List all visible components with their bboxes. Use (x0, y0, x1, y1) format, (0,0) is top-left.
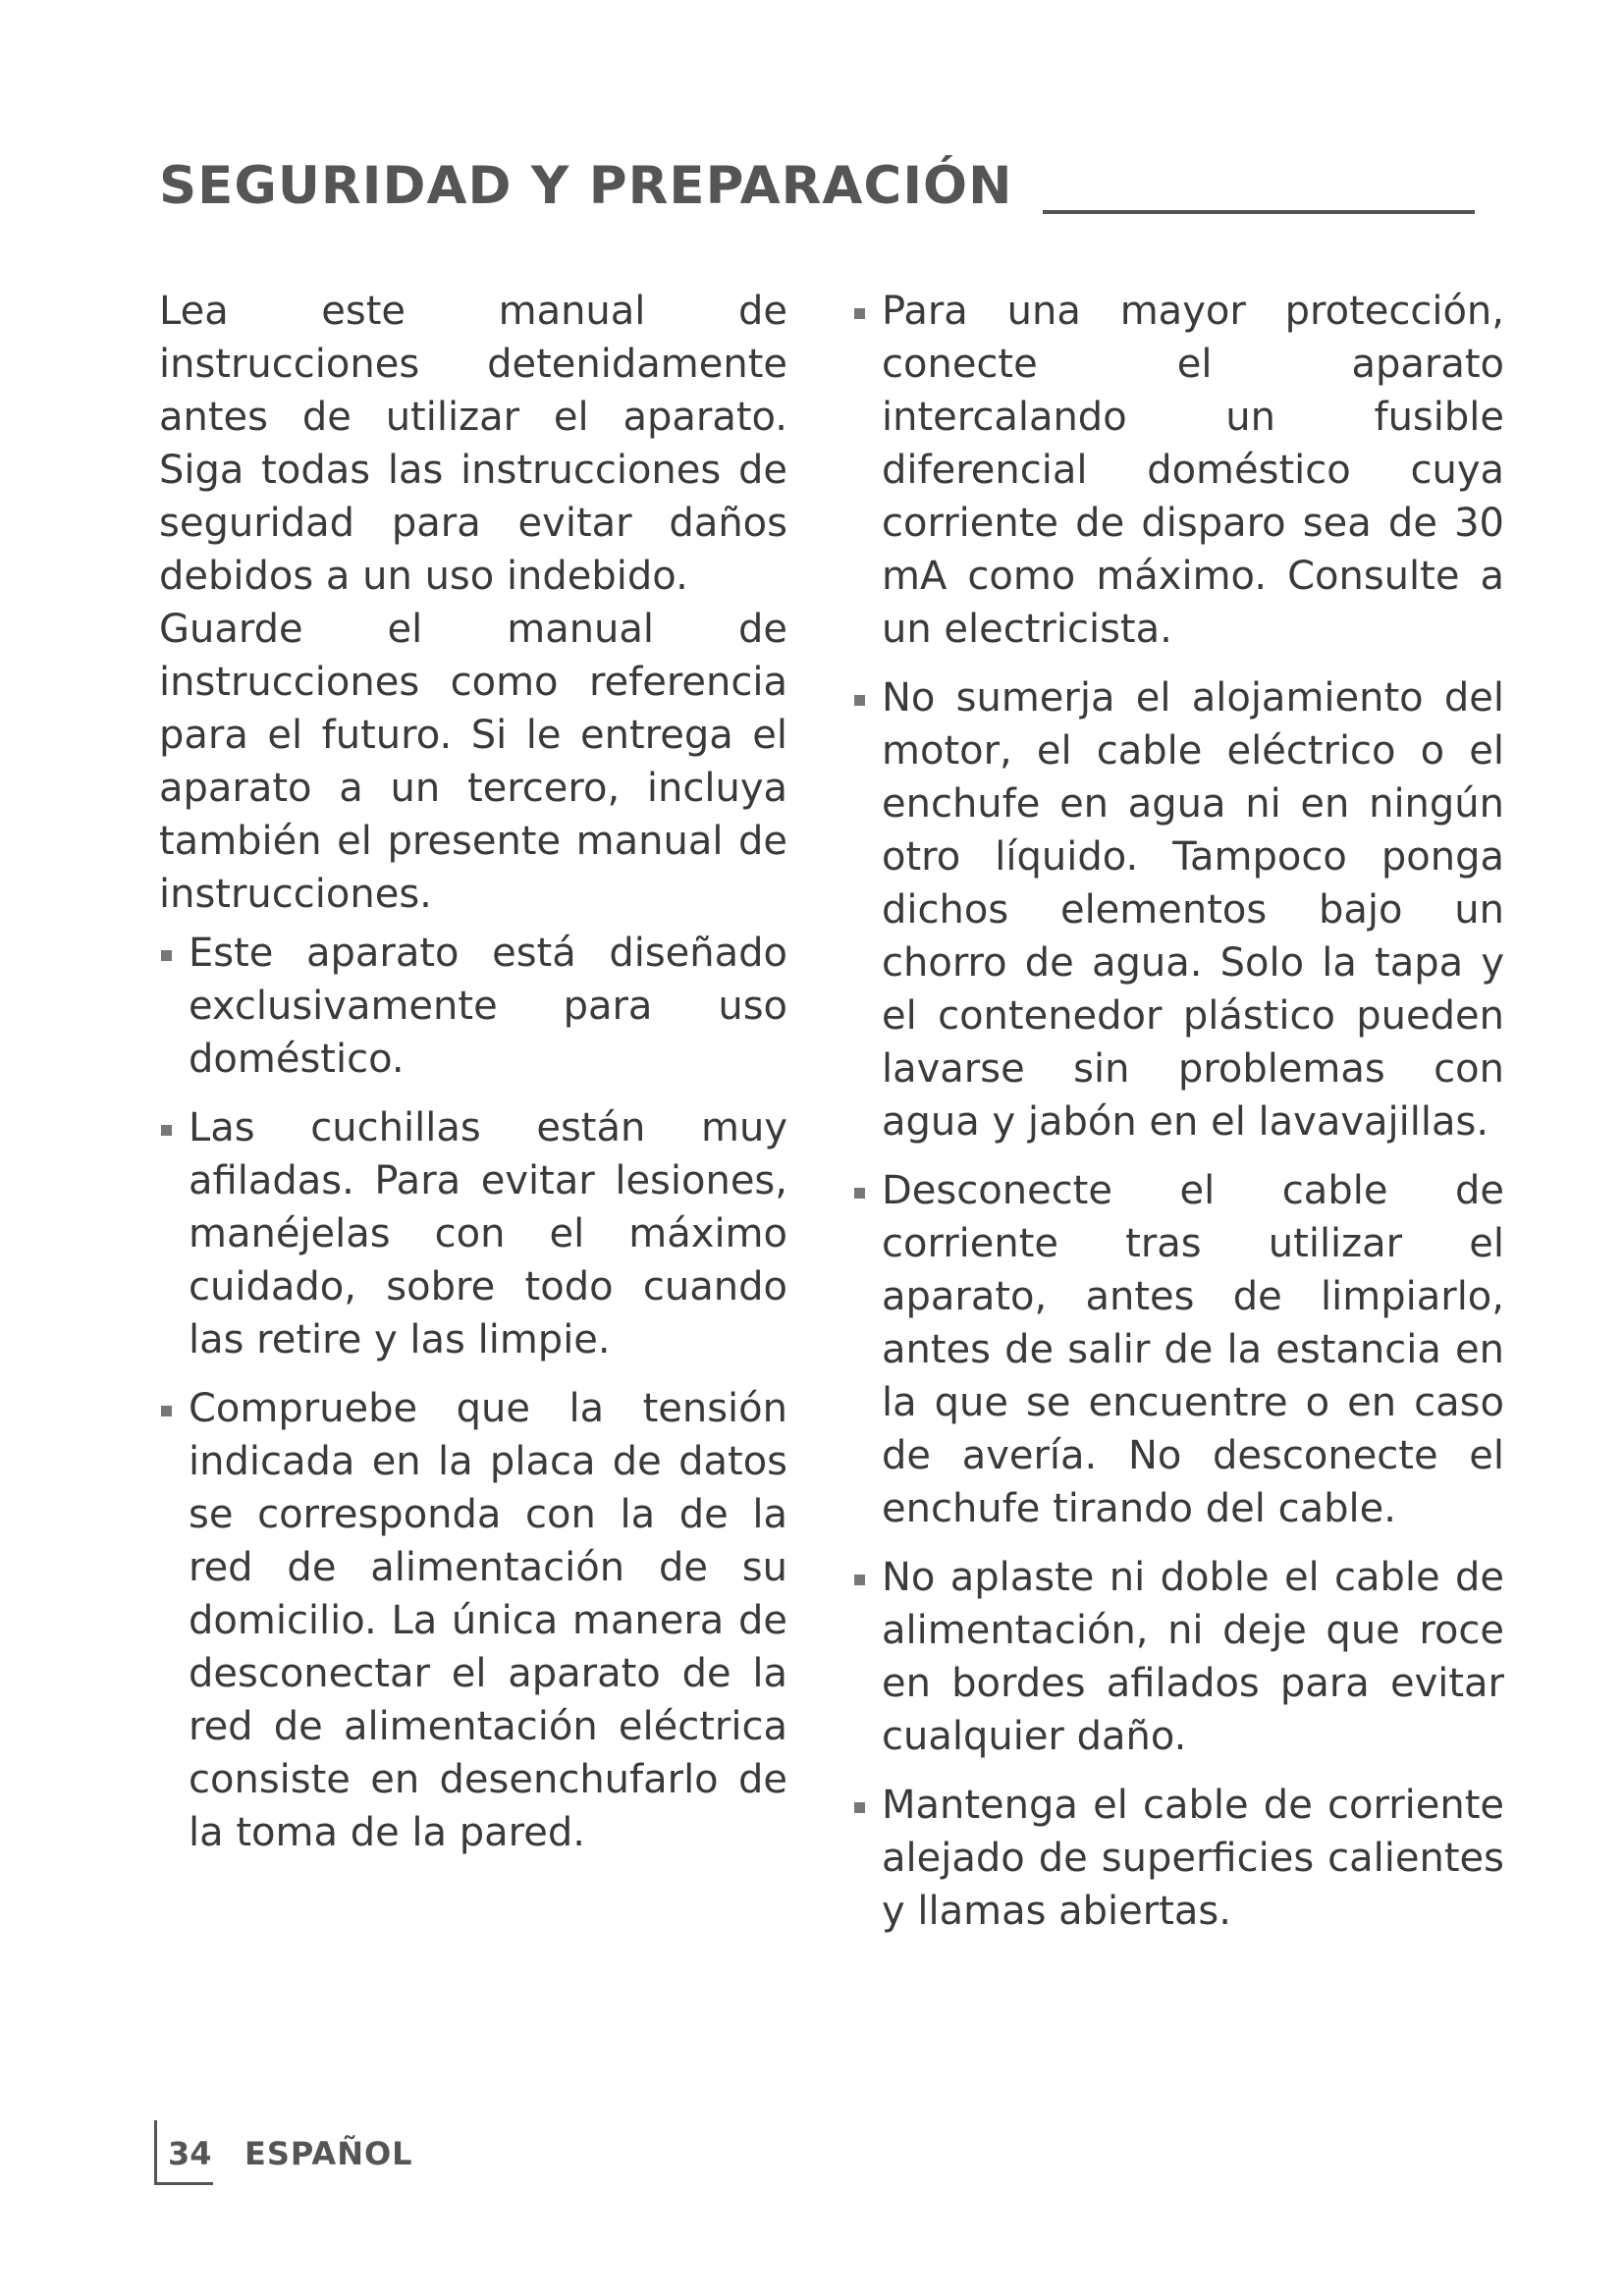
list-item (852, 285, 1504, 656)
bullet-icon (854, 1802, 865, 1813)
list-item (159, 1382, 787, 1859)
bullet-icon (854, 308, 865, 319)
list-item-text: No aplaste ni doble el cable de alimentación, ni deje que roce en bordes afilados para evitar cualquier daño. (882, 1555, 1504, 1759)
page-footer (154, 2120, 468, 2189)
list-item (852, 1164, 1504, 1535)
footer-corner-vertical-rule (154, 2120, 157, 2185)
title-underline (1043, 210, 1475, 214)
list-item-text: Las cuchillas están muy afiladas. Para evitar lesiones, manéjelas con el máximo cuidado, sobre todo cuando las retire y las limpie. (189, 1105, 787, 1362)
list-item-text: No sumerja el alojamiento del motor, el cable eléctrico o el enchufe en agua ni en ningún otro líquido. Tampoco ponga dichos elementos bajo un chorro de agua. Solo la tapa y el contenedor plástico pueden lavarse sin problemas con agua y jabón en el lavavajillas. (882, 675, 1504, 1145)
list-item-text: Mantenga el cable de corriente alejado de superficies calientes y llamas abiertas. (882, 1783, 1504, 1934)
right-column (852, 285, 1504, 1953)
list-item-text: Desconecte el cable de corriente tras utilizar el aparato, antes de limpiarlo, antes de salir de la estancia en la que se encuentre o en caso de avería. No desconecte el enchufe tirando del cable. (882, 1168, 1504, 1531)
intro-paragraph-2: Guarde el manual de instrucciones como referencia para el futuro. Si le entrega el aparato a un tercero, incluya también el presente manual de instrucciones. (159, 607, 787, 917)
list-item (852, 1551, 1504, 1763)
bullet-icon (854, 1188, 865, 1199)
list-item-text: Compruebe que la tensión indicada en la placa de datos se corresponda con la de la red de alimentación de su domicilio. La única manera de desconectar el aparato de la red de alimentación eléctrica consiste en desenchufarlo de la toma de la pared. (189, 1386, 787, 1855)
list-item (159, 1101, 787, 1366)
footer-corner-horizontal-rule (154, 2182, 213, 2185)
page-title: SEGURIDAD Y PREPARACIÓN (159, 156, 1013, 216)
list-item (852, 1779, 1504, 1938)
bullet-icon (161, 1125, 172, 1136)
list-item-text: Para una mayor protección, conecte el aparato intercalando un fusible diferencial doméstico cuya corriente de disparo sea de 30 mA como máximo. Consulte a un electricista. (882, 289, 1504, 652)
bullet-icon (161, 950, 172, 961)
list-item-text: Este aparato está diseñado exclusivamente para uso doméstico. (189, 931, 787, 1082)
page-header (159, 147, 1475, 226)
list-item (852, 671, 1504, 1148)
page-number: 34 (168, 2135, 212, 2172)
footer-language: ESPAÑOL (244, 2135, 413, 2172)
bullet-icon (854, 695, 865, 706)
left-column (159, 285, 787, 1875)
bullet-icon (161, 1406, 172, 1416)
bullet-icon (854, 1575, 865, 1585)
intro-paragraph-1: Lea este manual de instrucciones detenidamente antes de utilizar el aparato. Siga todas las instrucciones de seguridad para evitar daños debidos a un uso indebido. (159, 289, 787, 599)
list-item (159, 927, 787, 1086)
